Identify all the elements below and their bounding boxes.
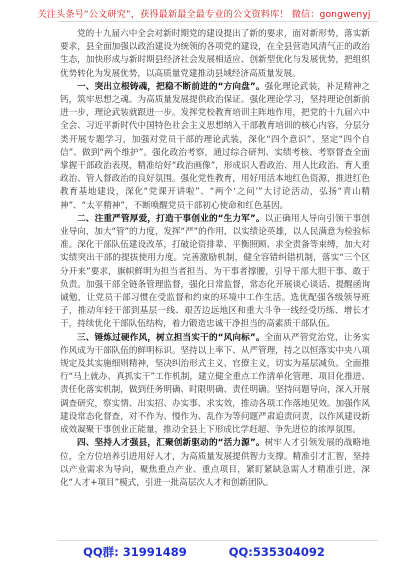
qq-group-text: QQ群: 31991489: [83, 545, 187, 559]
section-3-paragraph: [60, 332, 370, 438]
intro-paragraph: 党的十九届六中全会对新时期党的建设提出了新的要求，面对新形势，落实新要求，县全面加强以政治建设为统领的各项党的建设，在全县营造风清气正的政治生态，加快形成与新时期县经济社会发展相适应、创新型优化与发展优势，把组织优势转化为发展优势，以高质量党建推动县域经济高质量发展。: [60, 29, 370, 79]
section-2-paragraph: [60, 213, 370, 332]
section-1-heading: 一、突出立根铸魂，把稳不断前进的“方向盘”。: [77, 81, 265, 92]
section-2-text: 以正确用人导向引领干事创业导向，加大“管”的力度，发挥“严”的作用，以实绩论英雄，以人民满意为检验标准。深化干部队伍建设改革，打破论资排辈、平衡照顾、求全责备等束缚，加大对实绩突出干部的提拔使用力度。完善激励机制，健全容错纠错机制，落实“三个区分开来”要求，旗帜鲜明为担当者担当、为干事者撑腰，引导干部大胆干事、敢于负责。加强干部全链条管理监督，强化日常监督，常态化开展谈心谈话、提醒函询诫勉，让党员干部习惯在受监督和约束的环境中工作生活。选优配强各级领导班子，推动年轻干部到基层一线、艰苦边远地区和重大斗争一线经受历练、增长才干，持续优化干部队伍结构，着力锻造忠诚干净担当的高素质干部队伍。: [60, 213, 370, 330]
document-body: [60, 28, 370, 536]
footer-contact: [0, 544, 408, 560]
section-4-heading: 四、坚持人才强县，汇聚创新驱动的“活力源”。: [77, 438, 265, 449]
section-1-paragraph: [60, 81, 370, 213]
section-1-text: 强化理论武装，补足精神之钙，筑牢思想之魂。为高质量发展提供政治保证。强化理论学习，坚持理论创新前进一步，理论武装就跟进一步。发挥党校教育培训主阵地作用，把党的十九届六中全会、习近平新时代中国特色社会主义思想纳入干部教育培训的核心内容，分层分类开展专题学习，加强对党员干部的理论武装，深化“四个意识”、坚定“四个自信”、做到“两个维护”。强化政治考察，通过综合研判、实绩考核、考察督查全面掌握干部政治表现，精准给好“政治画像”，形成识人看政治、用人比政治、育人重政治、管人督政治的良好氛围。强化党性教育，用好用活本地红色资源，推进红色教育基地建设，深化“党课开讲啦”、“两个‘之问’”大讨论活动，弘扬“青山精神”、“太平精神”，不断唤醒党员干部初心使命和红色基因。: [60, 81, 370, 211]
section-4-paragraph: [60, 437, 370, 490]
header-divider: [58, 21, 378, 22]
section-4-text: 树牢人才引领发展的战略地位，全方位培养引进用好人才，为高质量发展提供智力支撑。精准引才汇智，坚持以产业需求为导向，聚焦重点产业、重点项目，紧盯紧缺急需人才精准引进，深化“人才+项目”模式，引进一批高层次人才和创新团队。: [60, 438, 370, 488]
section-3-text: 全面从严管党治党，让务实作风成为干部队伍的鲜明标识。坚持以上率下、从严管理，持之以恒落实中央八项规定及其实施细则精神，坚决纠治形式主义、官僚主义，切实为基层减负。全面推行“马上就办、真抓实干”工作机制，建立健全重点工作清单化管理、项目化推进、责任化落实机制，做到任务明确、时限明确、责任明确。坚持问题导向，深入开展调查研究，察实情、出实招、办实事、求实效，推动各项工作落地见效。加强作风建设常态化督查，对不作为、慢作为、乱作为等问题严肃追责问责，以作风建设新成效凝聚干事创业正能量，推动全县上下形成比学赶超、争先进位的浓厚氛围。: [60, 332, 370, 436]
section-3-heading: 三、锤炼过硬作风，树立担当实干的“风向标”。: [77, 332, 265, 343]
top-banner: 关注头条号“公文研究”，获得最新最全最专业的公文资料库！ 微信：gongwenyj: [37, 9, 371, 20]
footer-divider: [58, 540, 378, 541]
qq-number-text: QQ:535304092: [228, 545, 325, 559]
section-2-heading: 二、注重严管厚爱，打造干事创业的“生力军”。: [77, 213, 265, 224]
